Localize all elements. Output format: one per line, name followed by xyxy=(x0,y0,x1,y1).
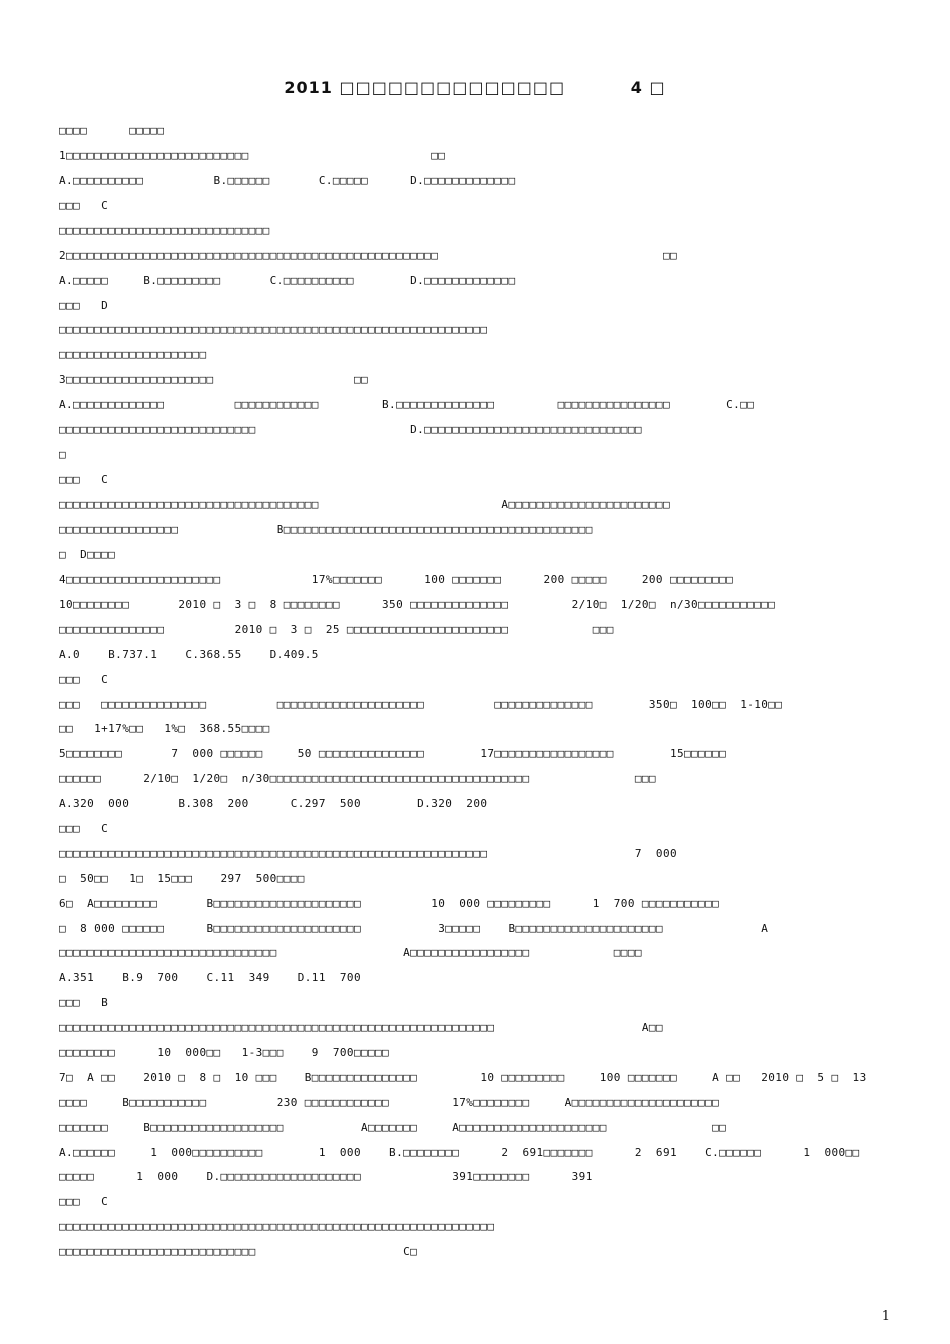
text-line: A.320 000 B.308 200 C.297 500 D.320 200 xyxy=(59,797,488,810)
page-number: 1 xyxy=(881,1309,890,1324)
text-line: □□□□□□□□□□□□□□□□□□□□□□□□□□□□□□□□□□□□□□□□□□□□□□□□□□□□□□□□□□□□□□ A□□ xyxy=(59,1021,663,1034)
text-line: 5□□□□□□□□ 7 000 □□□□□□ 50 □□□□□□□□□□□□□□□ 17□□□□□□□□□□□□□□□□□ 15□□□□□□ xyxy=(59,747,727,760)
text-line: □ D□□□□ xyxy=(59,548,116,561)
text-line: A.□□□□□□□□□□ B.□□□□□□ C.□□□□□ D.□□□□□□□□□□□□□ xyxy=(59,174,516,187)
text-line: 10□□□□□□□□ 2010 □ 3 □ 8 □□□□□□□□ 350 □□□□□□□□□□□□□□ 2/10□ 1/20□ n/30□□□□□□□□□□□ xyxy=(59,598,776,611)
text-line: □□□ C xyxy=(59,822,109,835)
text-line: □□□□□□□□□□□□□□□□□ B□□□□□□□□□□□□□□□□□□□□□□□□□□□□□□□□□□□□□□□□□□□□ xyxy=(59,523,593,536)
text-line: □□□□□□□□□□□□□□□□□□□□□□□□□□□□□□□□□□□□□□□□□□□□□□□□□□□□□□□□□□□□□ 7 000 xyxy=(59,847,677,860)
text-line: □□□□□□□□□□□□□□□□□□□□□□□□□□□□□□□□□□□□□ A□□□□□□□□□□□□□□□□□□□□□□□ xyxy=(59,498,670,511)
text-line: A.□□□□□□ 1 000□□□□□□□□□□ 1 000 B.□□□□□□□□ 2 691□□□□□□□ 2 691 C.□□□□□□ 1 000□□ xyxy=(59,1146,860,1159)
text-line: □□□□□□□□□□□□□□□□□□□□□□□□□□□□ D.□□□□□□□□□□□□□□□□□□□□□□□□□□□□□□□ xyxy=(59,423,642,436)
text-line: □□□□ B□□□□□□□□□□□ 230 □□□□□□□□□□□□ 17%□□□□□□□□ A□□□□□□□□□□□□□□□□□□□□□ xyxy=(59,1096,720,1109)
text-line: □□□□ □□□□□ xyxy=(59,124,165,137)
text-line: □□ 1+17%□□ 1%□ 368.55□□□□ xyxy=(59,722,270,735)
text-line: 3□□□□□□□□□□□□□□□□□□□□□ □□ xyxy=(59,373,368,386)
text-line: □□□ C xyxy=(59,673,109,686)
text-line: 1□□□□□□□□□□□□□□□□□□□□□□□□□□ □□ xyxy=(59,149,446,162)
text-line: □□□□□□□□□□□□□□□□□□□□□□□□□□□□ C□ xyxy=(59,1245,418,1258)
text-line: 6□ A□□□□□□□□□ B□□□□□□□□□□□□□□□□□□□□□ 10 000 □□□□□□□□□ 1 700 □□□□□□□□□□□ xyxy=(59,897,720,910)
text-line: □□□ C xyxy=(59,473,109,486)
text-line: □□□□□□□□□□□□□□□□□□□□□□□□□□□□□□ xyxy=(59,224,270,237)
text-line: 2□□□□□□□□□□□□□□□□□□□□□□□□□□□□□□□□□□□□□□□□□□□□□□□□□□□□□ □□ xyxy=(59,249,677,262)
text-line: □□□ □□□□□□□□□□□□□□□ □□□□□□□□□□□□□□□□□□□□□ □□□□□□□□□□□□□□ 350□ 100□□ 1-10□□ xyxy=(59,698,783,711)
text-line: □□□□□□□ B□□□□□□□□□□□□□□□□□□□ A□□□□□□□ A□□□□□□□□□□□□□□□□□□□□□ □□ xyxy=(59,1121,727,1134)
text-line: □ 8 000 □□□□□□ B□□□□□□□□□□□□□□□□□□□□□ 3□□□□□ B□□□□□□□□□□□□□□□□□□□□□ A xyxy=(59,922,769,935)
text-line: □□□□□□□□□□□□□□□□□□□□□□□□□□□□□□□□□□□□□□□□□□□□□□□□□□□□□□□□□□□□□□ xyxy=(59,1220,495,1233)
text-line: □□□ C xyxy=(59,199,109,212)
text-line: □□□□□□□□□□□□□□□□□□□□□□□□□□□□□□□ A□□□□□□□□□□□□□□□□□ □□□□ xyxy=(59,946,642,959)
text-line: □□□□□□□□□□□□□□□□□□□□□ xyxy=(59,348,207,361)
text-line: A.□□□□□□□□□□□□□ □□□□□□□□□□□□ B.□□□□□□□□□□□□□□ □□□□□□□□□□□□□□□□ C.□□ xyxy=(59,398,755,411)
document-title: 2011 □□□□□□□□□□□□□□ 4 □ xyxy=(284,78,666,97)
text-line: A.0 B.737.1 C.368.55 D.409.5 xyxy=(59,648,319,661)
text-line: 7□ A □□ 2010 □ 8 □ 10 □□□ B□□□□□□□□□□□□□□□ 10 □□□□□□□□□ 100 □□□□□□□ A □□ 2010 □ 5 □ 13 xyxy=(59,1071,867,1084)
text-line: 4□□□□□□□□□□□□□□□□□□□□□□ 17%□□□□□□□ 100 □□□□□□□ 200 □□□□□ 200 □□□□□□□□□ xyxy=(59,573,734,586)
text-line: □□□ D xyxy=(59,299,109,312)
text-line: □ xyxy=(59,448,67,461)
text-line: □□□□□□□□□□□□□□□□□□□□□□□□□□□□□□□□□□□□□□□□□□□□□□□□□□□□□□□□□□□□□ xyxy=(59,323,488,336)
text-line: □□□□□□□□□□□□□□□ 2010 □ 3 □ 25 □□□□□□□□□□□□□□□□□□□□□□□ □□□ xyxy=(59,623,614,636)
text-line: A.□□□□□ B.□□□□□□□□□ C.□□□□□□□□□□ D.□□□□□□□□□□□□□ xyxy=(59,274,516,287)
text-line: □□□□□ 1 000 D.□□□□□□□□□□□□□□□□□□□□ 391□□□□□□□□ 391 xyxy=(59,1170,593,1183)
text-line: □□□ C xyxy=(59,1195,109,1208)
text-line: A.351 B.9 700 C.11 349 D.11 700 xyxy=(59,971,361,984)
text-line: □□□ B xyxy=(59,996,109,1009)
text-line: □ 50□□ 1□ 15□□□ 297 500□□□□ xyxy=(59,872,305,885)
text-line: □□□□□□□□ 10 000□□ 1-3□□□ 9 700□□□□□ xyxy=(59,1046,390,1059)
text-line: □□□□□□ 2/10□ 1/20□ n/30□□□□□□□□□□□□□□□□□□□□□□□□□□□□□□□□□□□□□ □□□ xyxy=(59,772,656,785)
